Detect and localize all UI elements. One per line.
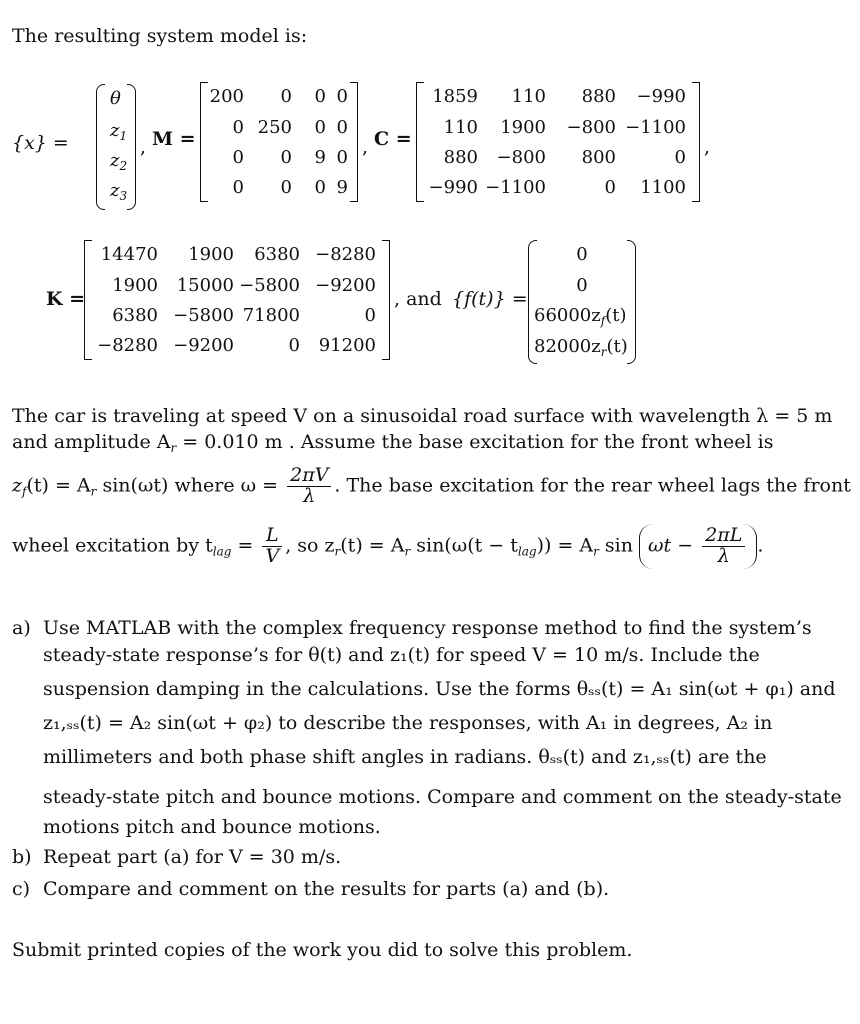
part-a-line-2: steady-state response’s for θ(t) and z₁(t) for speed V = 10 m/s. Include the: [43, 644, 760, 666]
x-entry-1-sub: 1: [119, 129, 128, 143]
f-entry-2: 66000z: [534, 305, 601, 326]
f-entry-2-suffix: (t): [605, 305, 627, 326]
part-a-line-1: Use MATLAB with the complex frequency response method to find the system’s: [43, 617, 812, 639]
x-entry-3: z: [110, 180, 120, 201]
f-entry-3-sub: r: [600, 345, 607, 359]
para-line-2: and amplitude $A_r = 0.010$ m . Assume the base excitation for the front wheel is: [12, 431, 774, 455]
c-matrix-label: C =: [374, 128, 412, 150]
para-line-1: The car is traveling at speed V on a sinusoidal road surface with wavelength λ = 5 m: [12, 405, 833, 427]
part-a-line-6: steady-state pitch and bounce motions. Compare and comment on the steady-state: [43, 786, 842, 808]
f-entry-3: 82000z: [534, 336, 601, 357]
x-entry-1: z: [110, 120, 120, 141]
f-entry-3-suffix: (t): [606, 336, 628, 357]
f-vector-label: {f(t)} =: [452, 288, 528, 310]
part-b-label: b): [12, 846, 32, 868]
part-c-text: Compare and comment on the results for parts (a) and (b).: [43, 878, 610, 900]
submit-text: Submit printed copies of the work you did to solve this problem.: [12, 939, 633, 961]
part-a-label: a): [12, 617, 31, 639]
omega-fraction: $\frac{2\pi V}{\lambda}$: [287, 466, 331, 507]
tlag-fraction: $\frac{L}{V}$: [262, 526, 282, 567]
c-matrix: 1859 110 880 −990 110 1900 −800 −1100 880 −800 800 0 −990 −1100 0 1100: [416, 82, 700, 202]
x-entry-2: z: [110, 150, 120, 171]
x-entry-0: θ: [110, 88, 121, 109]
part-a-line-5: millimeters and both phase shift angles in radians. θₛₛ(t) and z₁,ₛₛ(t) are the: [43, 746, 767, 768]
x-entry-2-sub: 2: [119, 159, 128, 173]
x-vector: [96, 84, 136, 210]
k-matrix: 14470 1900 6380 −8280 1900 15000 −5800 −9200 6380 −5800 71800 0 −8280 −9200 0 91200: [84, 240, 390, 360]
part-a-line-7: motions pitch and bounce motions.: [43, 816, 381, 838]
part-c-label: c): [12, 878, 31, 900]
part-a-line-3: suspension damping in the calculations. Use the forms θₛₛ(t) = A₁ sin(ωt + φ₁) and: [43, 678, 836, 700]
part-a-line-4: z₁,ₛₛ(t) = A₂ sin(ωt + φ₂) to describe the responses, with A₁ in degrees, A₂ in: [43, 712, 773, 734]
k-matrix-label: K =: [46, 288, 86, 310]
m-matrix-label: M =: [152, 128, 196, 150]
f-entry-0: 0: [576, 244, 588, 265]
f-entry-1: 0: [576, 275, 588, 296]
m-matrix: 200 0 0 0 0 250 0 0 0 0 9 0 0 0 0 9: [200, 82, 358, 202]
x-entry-3-sub: 3: [119, 189, 128, 203]
and-joiner: , and: [394, 288, 442, 310]
phase-fraction: $\frac{2\pi L}{\lambda}$: [702, 526, 745, 567]
intro-text: The resulting system model is:: [12, 25, 308, 47]
f-vector: [528, 240, 636, 364]
f-entry-2-sub: f: [600, 314, 606, 328]
para-line-4: wheel excitation by $t_{lag}$ = $\frac{L}{V}$ , so $z_r(t) = A_r$ $\sin(\omega(t - t_{lag})) = A_r$ sin ωt − $\frac{2\pi L}{\lambda}$ .: [12, 524, 764, 567]
x-vector-label: {x} =: [12, 132, 69, 154]
part-b-text: Repeat part (a) for V = 30 m/s.: [43, 846, 342, 868]
para-line-3: $z_f(t) = A_r$ sin(ωt) where ω = $\frac{2\pi V}{\lambda}$ . The base excitation for the rear wheel lags the front: [12, 464, 851, 507]
